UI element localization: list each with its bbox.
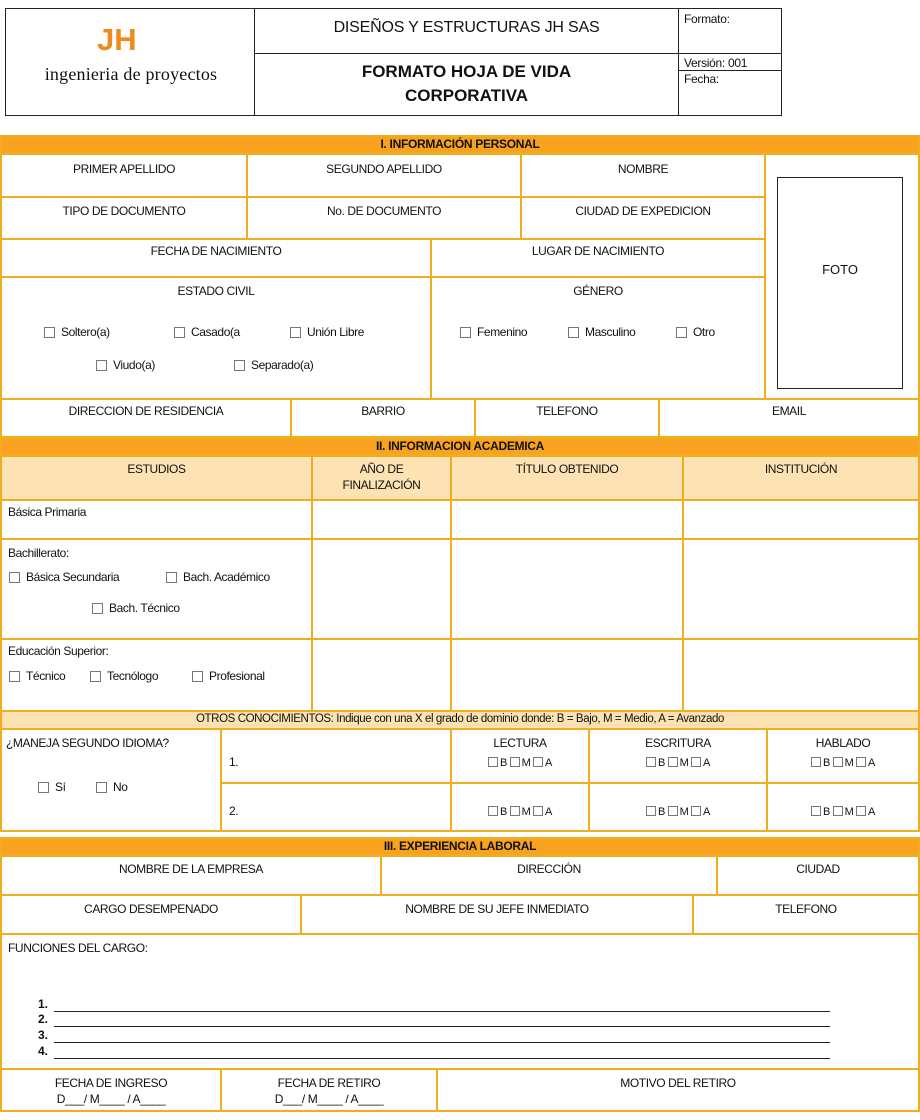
checkbox-tecnico[interactable] — [9, 669, 65, 683]
logo-mark: JH — [97, 22, 137, 57]
label-hablado: HABLADO — [815, 736, 871, 750]
checkbox-b[interactable] — [488, 757, 498, 767]
bma-escritura-1[interactable] — [590, 757, 766, 769]
bma-hablado-1[interactable] — [768, 757, 918, 769]
field-ciudad-empresa[interactable] — [716, 855, 920, 896]
document-title-line2: CORPORATIVA — [404, 86, 529, 105]
checkbox-m[interactable] — [668, 806, 678, 816]
checkbox-m[interactable] — [510, 806, 520, 816]
checkbox-box[interactable] — [676, 327, 687, 338]
cell-sup-institucion[interactable] — [682, 638, 920, 712]
checkbox-b[interactable] — [646, 757, 656, 767]
letter-a: A — [703, 757, 710, 769]
label-barrio: BARRIO — [361, 404, 405, 418]
checkbox-a[interactable] — [691, 806, 701, 816]
checkbox-box[interactable] — [38, 782, 49, 793]
label-lugar-nacimiento: LUGAR DE NACIMIENTO — [531, 244, 665, 258]
col-titulo — [450, 455, 684, 501]
checkbox-b[interactable] — [811, 806, 821, 816]
option-basica-secundaria: Básica Secundaria — [26, 570, 120, 584]
field-fecha-nacimiento[interactable] — [0, 238, 432, 278]
label-maneja-idioma: ¿MANEJA SEGUNDO IDIOMA? — [6, 736, 169, 750]
label-genero: GÉNERO — [573, 284, 623, 298]
label-basica-primaria: Básica Primaria — [8, 505, 87, 519]
section-experiencia-header: III. EXPERIENCIA LABORAL — [0, 837, 920, 856]
label-estudios: ESTUDIOS — [127, 462, 186, 476]
checkbox-box[interactable] — [174, 327, 185, 338]
funcion-number-4: 4. — [38, 1044, 49, 1058]
field-barrio[interactable] — [290, 398, 476, 438]
label-telefono-empresa: TELEFONO — [775, 902, 837, 916]
bma-hablado-2[interactable] — [768, 806, 918, 818]
label-primer-apellido: PRIMER APELLIDO — [72, 162, 176, 176]
checkbox-m[interactable] — [833, 757, 843, 767]
option-femenino: Femenino — [477, 325, 528, 339]
checkbox-a[interactable] — [856, 806, 866, 816]
checkbox-no[interactable] — [96, 780, 128, 794]
checkbox-box[interactable] — [460, 327, 471, 338]
bma-lectura-2[interactable] — [452, 806, 588, 818]
label-institucion: INSTITUCIÓN — [764, 462, 838, 476]
idioma-row-2[interactable] — [220, 782, 452, 832]
checkbox-m[interactable] — [510, 757, 520, 767]
letter-b: B — [658, 806, 665, 818]
field-fecha-retiro[interactable] — [220, 1068, 438, 1112]
checkbox-m[interactable] — [668, 757, 678, 767]
label-email: EMAIL — [771, 404, 806, 418]
escritura-row-2 — [588, 782, 768, 832]
field-lugar-nacimiento[interactable] — [430, 238, 766, 278]
checkbox-box[interactable] — [96, 360, 107, 371]
checkbox-union-libre[interactable] — [290, 325, 364, 339]
cell-bach-anio[interactable] — [311, 538, 452, 640]
field-direccion-empresa[interactable] — [380, 855, 718, 896]
field-jefe[interactable] — [300, 894, 694, 935]
fecha-retiro-blank: D___/ M____ / A____ — [274, 1092, 384, 1106]
letter-a: A — [545, 757, 552, 769]
checkbox-box[interactable] — [92, 603, 103, 614]
label-jefe: NOMBRE DE SU JEFE INMEDIATO — [405, 902, 589, 916]
formato-label: Formato: — [684, 12, 730, 26]
option-soltero: Soltero(a) — [61, 325, 110, 339]
field-segundo-apellido[interactable] — [246, 153, 522, 198]
option-bach-tecnico: Bach. Técnico — [109, 601, 180, 615]
lectura-row-1 — [450, 728, 590, 784]
checkbox-si[interactable] — [38, 780, 66, 794]
label-titulo: TÍTULO OBTENIDO — [515, 462, 619, 476]
field-primer-apellido[interactable] — [0, 153, 248, 198]
col-estudios — [0, 455, 313, 501]
option-tecnico: Técnico — [26, 669, 66, 683]
label-direccion: DIRECCION DE RESIDENCIA — [68, 404, 224, 418]
checkbox-soltero[interactable] — [44, 325, 110, 339]
label-ciudad-empresa: CIUDAD — [796, 862, 840, 876]
checkbox-bach-tecnico[interactable] — [92, 601, 180, 615]
checkbox-b[interactable] — [646, 806, 656, 816]
field-telefono-empresa[interactable] — [692, 894, 920, 935]
checkbox-b[interactable] — [811, 757, 821, 767]
bma-escritura-2[interactable] — [590, 806, 766, 818]
label-anio-1: AÑO DE — [359, 462, 404, 476]
option-viudo: Viudo(a) — [113, 358, 155, 372]
label-motivo-retiro: MOTIVO DEL RETIRO — [620, 1076, 736, 1090]
checkbox-box[interactable] — [192, 671, 203, 682]
field-ciudad-expedicion[interactable] — [520, 196, 766, 240]
field-telefono[interactable] — [474, 398, 660, 438]
checkbox-b[interactable] — [488, 806, 498, 816]
label-telefono: TELEFONO — [536, 404, 598, 418]
col-anio — [311, 455, 452, 501]
field-cargo[interactable] — [0, 894, 302, 935]
letter-m: M — [521, 806, 531, 818]
label-no-documento: No. DE DOCUMENTO — [326, 204, 442, 218]
version-label: Versión: 001 — [684, 56, 748, 70]
checkbox-m[interactable] — [833, 806, 843, 816]
field-fecha-ingreso[interactable] — [0, 1068, 222, 1112]
version-divider — [678, 70, 782, 71]
col-institucion — [682, 455, 920, 501]
checkbox-a[interactable] — [533, 806, 543, 816]
checkbox-box[interactable] — [96, 782, 107, 793]
funcion-line-2[interactable] — [54, 1026, 830, 1027]
letter-a: A — [868, 806, 875, 818]
checkbox-a[interactable] — [533, 757, 543, 767]
lectura-row-2 — [450, 782, 590, 832]
option-separado: Separado(a) — [251, 358, 314, 372]
checkbox-box[interactable] — [90, 671, 101, 682]
fecha-ingreso-blank: D___/ M____ / A____ — [56, 1092, 166, 1106]
label-segundo-apellido: SEGUNDO APELLIDO — [326, 162, 442, 176]
letter-m: M — [844, 806, 854, 818]
row-educacion-superior — [0, 638, 313, 712]
letter-b: B — [658, 757, 665, 769]
field-nombre[interactable] — [520, 153, 766, 198]
field-motivo-retiro[interactable] — [436, 1068, 920, 1112]
cell-bach-institucion[interactable] — [682, 538, 920, 640]
checkbox-tecnologo[interactable] — [90, 669, 158, 683]
label-anio-2: FINALIZACIÓN — [342, 478, 421, 492]
row-bachillerato — [0, 538, 313, 640]
label-bachillerato: Bachillerato: — [8, 546, 69, 560]
option-otro: Otro — [693, 325, 715, 339]
fecha-label: Fecha: — [684, 72, 719, 86]
otros-conocimientos-bar — [0, 710, 920, 730]
letter-m: M — [679, 806, 689, 818]
checkbox-box[interactable] — [9, 572, 20, 583]
checkbox-profesional[interactable] — [192, 669, 265, 683]
option-tecnologo: Tecnólogo — [107, 669, 159, 683]
option-profesional: Profesional — [209, 669, 265, 683]
funcion-line-1[interactable] — [54, 1011, 830, 1012]
idioma-question — [0, 728, 222, 832]
letter-m: M — [679, 757, 689, 769]
field-tipo-documento[interactable] — [0, 196, 248, 240]
hablado-row-2 — [766, 782, 920, 832]
label-fecha-ingreso: FECHA DE INGRESO — [54, 1076, 168, 1090]
label-lectura: LECTURA — [493, 736, 547, 750]
letter-b: B — [823, 806, 830, 818]
letter-m: M — [844, 757, 854, 769]
cell-sup-anio[interactable] — [311, 638, 452, 712]
bma-lectura-1[interactable] — [452, 757, 588, 769]
letter-a: A — [868, 757, 875, 769]
checkbox-box[interactable] — [9, 671, 20, 682]
field-nombre-empresa[interactable] — [0, 855, 382, 896]
label-tipo-documento: TIPO DE DOCUMENTO — [62, 204, 186, 218]
checkbox-box[interactable] — [290, 327, 301, 338]
funcion-line-4[interactable] — [54, 1058, 830, 1059]
funciones-area — [0, 933, 920, 1070]
section-personal-header: I. INFORMACIÓN PERSONAL — [0, 135, 920, 154]
checkbox-box[interactable] — [166, 572, 177, 583]
checkbox-bach-academico[interactable] — [166, 570, 270, 584]
hablado-row-1 — [766, 728, 920, 784]
cell-primaria-institucion[interactable] — [682, 499, 920, 540]
checkbox-viudo[interactable] — [96, 358, 155, 372]
cell-primaria-anio[interactable] — [311, 499, 452, 540]
option-no: No — [113, 780, 128, 794]
label-fecha-retiro: FECHA DE RETIRO — [277, 1076, 381, 1090]
option-casado: Casado(a — [191, 325, 240, 339]
funcion-number-1: 1. — [38, 997, 49, 1011]
cell-sup-titulo[interactable] — [450, 638, 684, 712]
checkbox-otro[interactable] — [676, 325, 715, 339]
checkbox-casado[interactable] — [174, 325, 240, 339]
cell-primaria-titulo[interactable] — [450, 499, 684, 540]
label-direccion-empresa: DIRECCIÓN — [517, 862, 581, 876]
option-bach-academico: Bach. Académico — [183, 570, 270, 584]
checkbox-separado[interactable] — [234, 358, 313, 372]
idioma-row-1[interactable] — [220, 728, 452, 784]
checkbox-box[interactable] — [568, 327, 579, 338]
label-educacion-superior: Educación Superior: — [8, 644, 109, 658]
label-nombre-empresa: NOMBRE DE LA EMPRESA — [118, 862, 264, 876]
section-academica-header: II. INFORMACION ACADEMICA — [0, 437, 920, 456]
option-si: Sí — [55, 780, 66, 794]
checkbox-masculino[interactable] — [568, 325, 635, 339]
checkbox-a[interactable] — [691, 757, 701, 767]
letter-b: B — [500, 806, 507, 818]
row-basica-primaria — [0, 499, 313, 540]
letter-a: A — [703, 806, 710, 818]
label-nombre: NOMBRE — [617, 162, 669, 176]
label-otros-conocimientos: OTROS CONOCIMIENTOS: Indique con una X el grado de dominio donde: B = Bajo, M = Medio, A = Avanzado — [196, 713, 724, 725]
option-masculino: Masculino — [585, 325, 636, 339]
logo-text: ingenieria de proyectos — [44, 64, 218, 84]
field-email[interactable] — [658, 398, 920, 438]
label-fecha-nacimiento: FECHA DE NACIMIENTO — [150, 244, 282, 258]
genero-group — [430, 276, 766, 400]
funcion-number-2: 2. — [38, 1012, 49, 1026]
field-direccion[interactable] — [0, 398, 292, 438]
funcion-number-3: 3. — [38, 1028, 49, 1042]
company-name: DISEÑOS Y ESTRUCTURAS JH SAS — [333, 19, 600, 36]
estado-civil-group — [0, 276, 432, 400]
letter-b: B — [823, 757, 830, 769]
label-estado-civil: ESTADO CIVIL — [177, 284, 255, 298]
checkbox-box[interactable] — [44, 327, 55, 338]
document-title-line1: FORMATO HOJA DE VIDA — [361, 62, 572, 81]
letter-a: A — [545, 806, 552, 818]
checkbox-a[interactable] — [856, 757, 866, 767]
letter-b: B — [500, 757, 507, 769]
escritura-row-1 — [588, 728, 768, 784]
checkbox-box[interactable] — [234, 360, 245, 371]
letter-m: M — [521, 757, 531, 769]
foto-label: FOTO — [822, 262, 858, 277]
field-no-documento[interactable] — [246, 196, 522, 240]
foto-box[interactable] — [777, 177, 903, 389]
option-union-libre: Unión Libre — [307, 325, 364, 339]
label-escritura: ESCRITURA — [645, 736, 711, 750]
funcion-line-3[interactable] — [54, 1042, 830, 1043]
label-cargo: CARGO DESEMPENADO — [84, 902, 218, 916]
label-ciudad-expedicion: CIUDAD DE EXPEDICION — [575, 204, 711, 218]
checkbox-femenino[interactable] — [460, 325, 527, 339]
label-row-2: 2. — [229, 804, 239, 818]
checkbox-basica-secundaria[interactable] — [9, 570, 119, 584]
label-row-1: 1. — [229, 755, 239, 769]
cell-bach-titulo[interactable] — [450, 538, 684, 640]
label-funciones: FUNCIONES DEL CARGO: — [8, 941, 148, 955]
